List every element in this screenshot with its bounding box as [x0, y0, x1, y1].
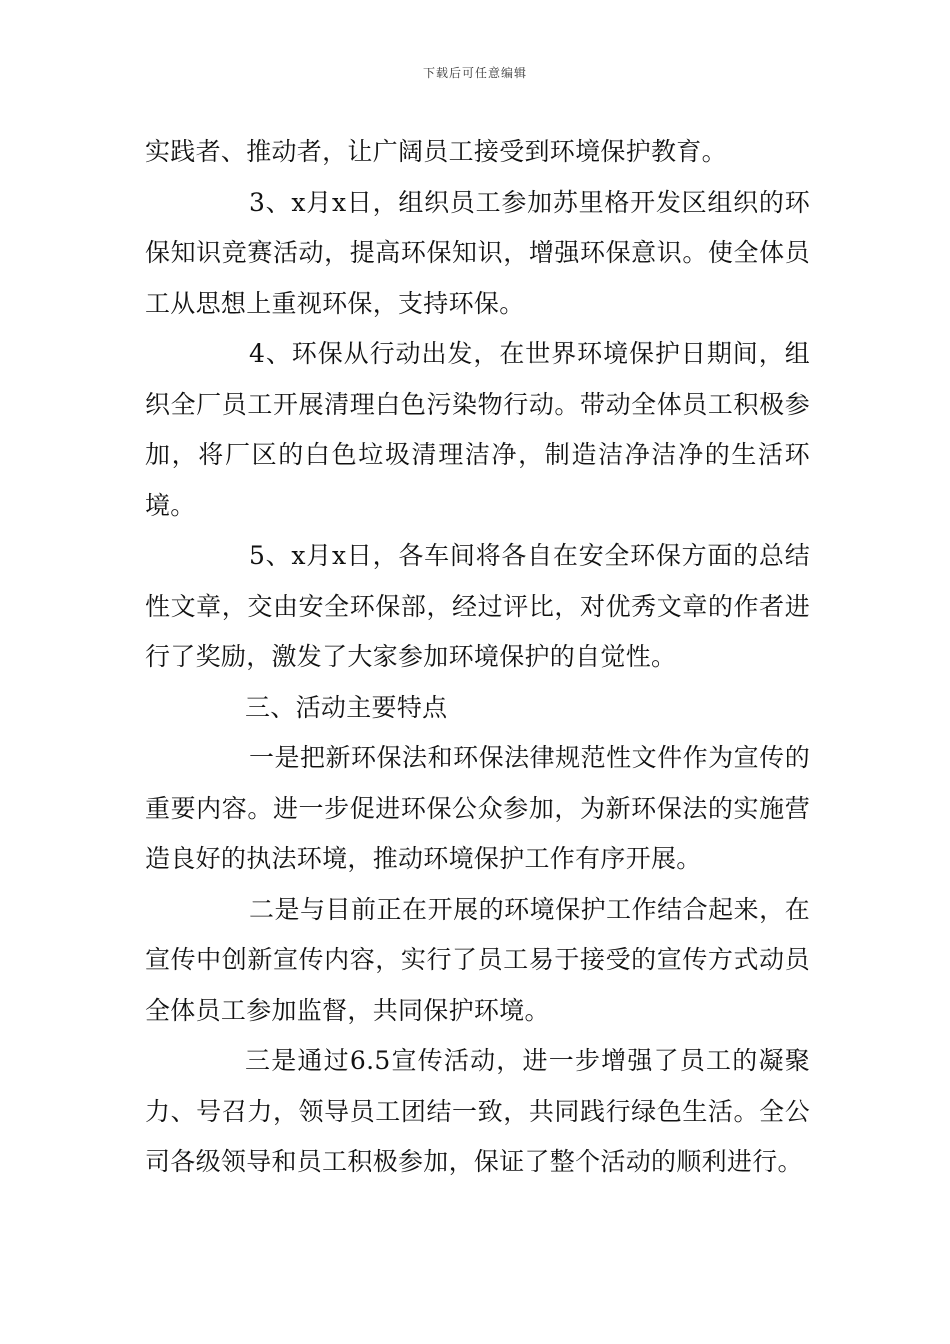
paragraph-item-5: 5、x月x日，各车间将各自在安全环保方面的总结性文章，交由安全环保部，经过评比，对优秀文章的作者进行了奖励，激发了大家参加环境保护的自觉性。 [145, 541, 810, 671]
paragraph-item-4: 4、环保从行动出发，在世界环境保护日期间，组织全厂员工开展清理白色污染物行动。带动全体员工积极参加，将厂区的白色垃圾清理洁净，制造洁净洁净的生活环境。 [145, 339, 810, 520]
document-body [145, 127, 810, 1188]
paragraph-feature-1: 一是把新环保法和环保法律规范性文件作为宣传的重要内容。进一步促进环保公众参加，为新环保法的实施营造良好的执法环境，推动环境保护工作有序开展。 [145, 743, 810, 873]
section-heading: 三、活动主要特点 [245, 692, 448, 722]
paragraph-feature-2: 二是与目前正在开展的环境保护工作结合起来，在宣传中创新宣传内容，实行了员工易于接受的宣传方式动员全体员工参加监督，共同保护环境。 [145, 894, 810, 1025]
paragraph-item-3: 3、x月x日，组织员工参加苏里格开发区组织的环保知识竞赛活动，提高环保知识，增强环保意识。使全体员工从思想上重视环保，支持环保。 [145, 187, 810, 318]
paragraph-feature-3: 三是通过6.5宣传活动，进一步增强了员工的凝聚力、号召力，领导员工团结一致，共同践行绿色生活。全公司各级领导和员工积极参加，保证了整个活动的顺利进行。 [145, 1046, 810, 1176]
page-header: 下载后可任意编辑 [422, 66, 527, 80]
paragraph-continuation: 实践者、推动者，让广阔员工接受到环境保护教育。 [145, 137, 727, 166]
